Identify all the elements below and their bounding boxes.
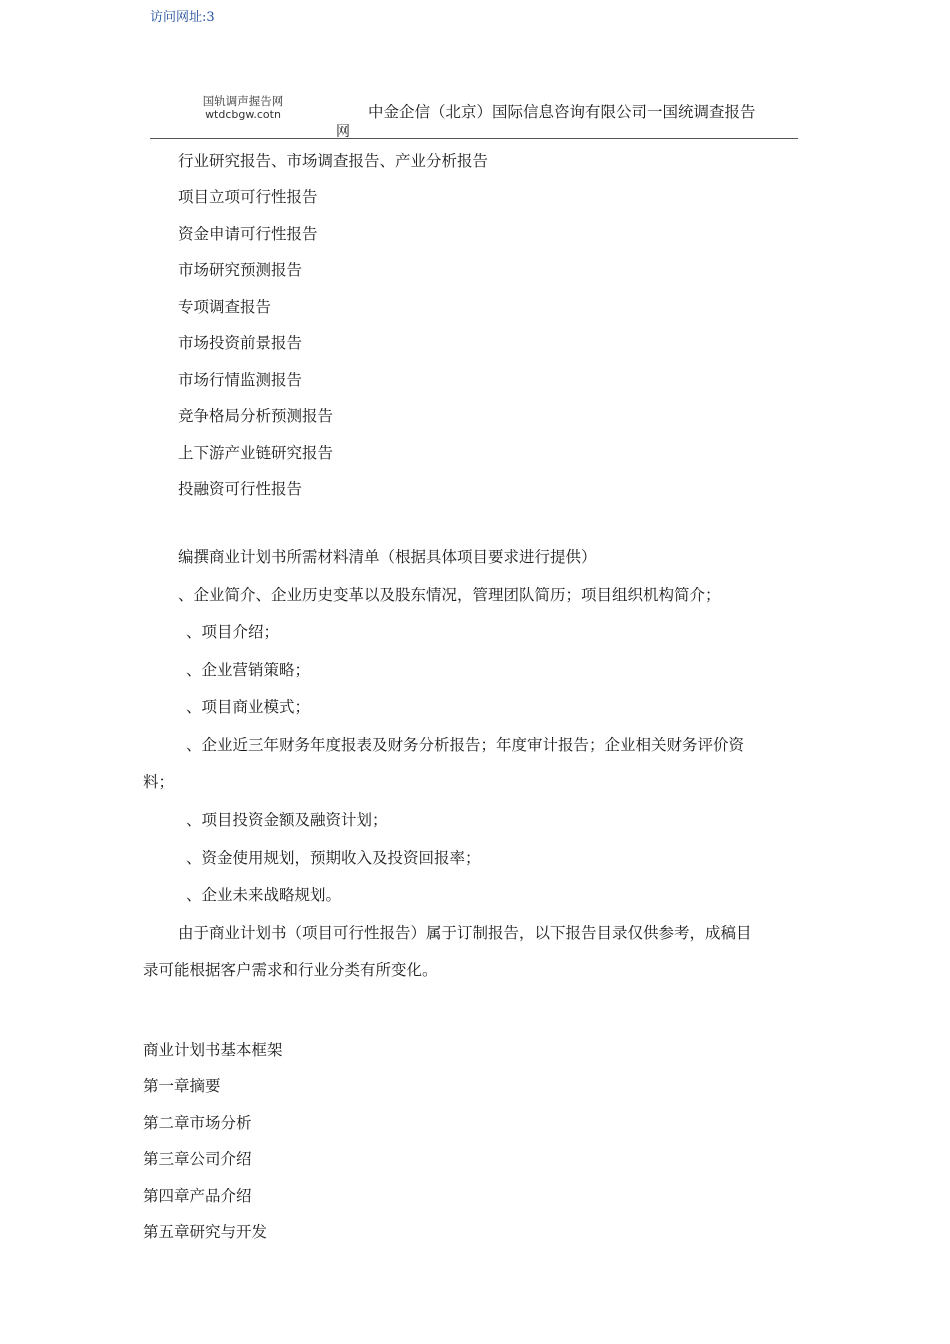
chapter-item: 第一章摘要: [143, 1077, 221, 1095]
materials-heading: 编撰商业计划书所需材料清单（根据具体项目要求进行提供）: [178, 548, 597, 566]
logo-en-text: wtdcbgw.cotn: [205, 108, 281, 121]
header-divider: [150, 138, 798, 139]
company-header: 中金企信（北京）国际信息咨询有限公司一国统调查报告: [368, 103, 756, 121]
report-type-item: 投融资可行性报告: [178, 480, 303, 498]
report-type-item: 市场行情监测报告: [178, 371, 303, 389]
report-type-item: 市场投资前景报告: [178, 334, 303, 352]
materials-note-continued: 录可能根据客户需求和行业分类有所变化。: [143, 961, 438, 979]
materials-item: 、项目介绍；: [186, 623, 280, 641]
materials-item: 、项目投资金额及融资计划；: [186, 811, 388, 829]
site-logo: [188, 94, 298, 122]
materials-item: 、企业简介、企业历史变革以及股东情况，管理团队简历；项目组织机构简介；: [178, 586, 721, 604]
materials-note: 由于商业计划书（项目可行性报告）属于订制报告，以下报告目录仅供参考，成稿目: [178, 924, 752, 942]
materials-item: 、企业未来战略规划。: [186, 886, 342, 904]
chapter-item: 第四章产品介绍: [143, 1187, 252, 1205]
materials-item: 、资金使用规划，预期收入及投资回报率；: [186, 849, 481, 867]
report-type-item: 市场研究预测报告: [178, 261, 303, 279]
company-header-tail: 网: [336, 124, 350, 140]
materials-item: 、企业近三年财务年度报表及财务分析报告；年度审计报告；企业相关财务评价资: [186, 736, 745, 754]
materials-item-continued: 料；: [143, 773, 175, 791]
report-type-item: 竞争格局分析预测报告: [178, 407, 334, 425]
framework-title: 商业计划书基本框架: [143, 1041, 283, 1059]
report-type-item: 行业研究报告、市场调查报告、产业分析报告: [178, 152, 489, 170]
logo-cn-text: 国轨调声握告网: [202, 94, 284, 108]
report-type-item: 专项调查报告: [178, 298, 272, 316]
report-type-item: 项目立项可行性报告: [178, 188, 318, 206]
report-type-item: 上下游产业链研究报告: [178, 444, 334, 462]
chapter-item: 第三章公司介绍: [143, 1150, 252, 1168]
materials-item: 、项目商业模式；: [186, 698, 311, 716]
chapter-item: 第五章研究与开发: [143, 1223, 268, 1241]
chapter-item: 第二章市场分析: [143, 1114, 252, 1132]
materials-item: 、企业营销策略；: [186, 661, 311, 679]
report-type-item: 资金申请可行性报告: [178, 225, 318, 243]
visit-link[interactable]: 访问网址:3: [150, 10, 215, 25]
